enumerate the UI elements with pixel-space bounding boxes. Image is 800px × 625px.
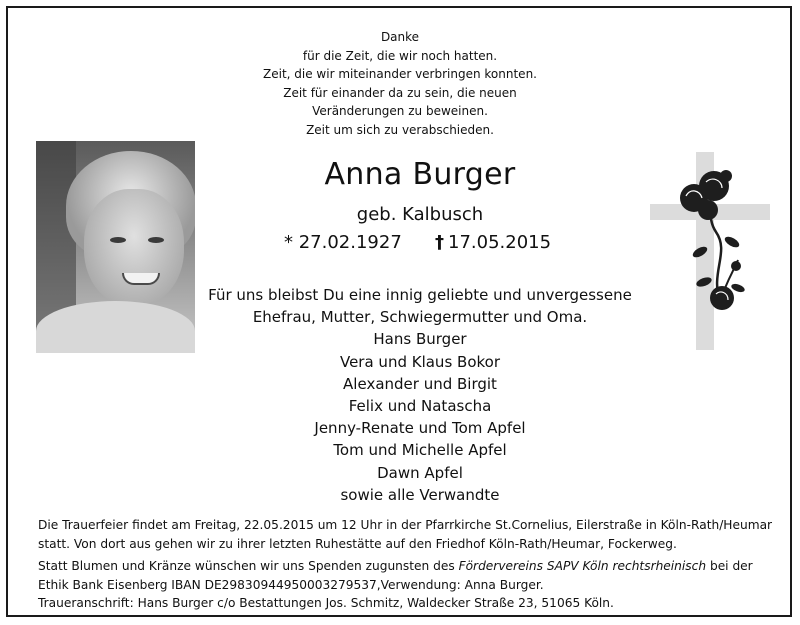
poem-line: Zeit für einander da zu sein, die neuen — [283, 85, 517, 100]
deceased-name: Anna Burger — [324, 157, 516, 192]
mourner-name: Alexander und Birgit — [343, 374, 497, 393]
poem-line: Zeit um sich zu verabschieden. — [306, 122, 494, 137]
message-line: Für uns bleibst Du eine innig geliebte und unvergessene — [208, 286, 632, 304]
ceremony-text: statt. Von dort aus gehen wir zu ihrer letzten Ruhestätte auf den Friedhof Köln-Rath/Heumar, Fockerweg. — [38, 536, 677, 551]
mourner-name: Jenny-Renate und Tom Apfel — [314, 419, 526, 438]
birth-date: * 27.02.1927 — [284, 232, 402, 253]
mourner-name: Hans Burger — [373, 330, 467, 349]
ceremony-text: Die Trauerfeier findet am Freitag, 22.05.2015 um 12 Uhr in der Pfarrkirche St.Cornelius, Eilerstraße in Köln-Rath/Heumar — [38, 518, 773, 532]
maiden-name: geb. Kalbusch — [356, 204, 484, 225]
poem — [0, 28, 800, 140]
message-line: Ehefrau, Mutter, Schwiegermutter und Oma. — [252, 308, 588, 327]
poem-line: Zeit, die wir miteinander verbringen konnten. — [263, 67, 537, 82]
poem-line: Veränderungen zu beweinen. — [312, 104, 488, 119]
death-date-group — [435, 231, 551, 255]
mourners-section — [0, 284, 800, 506]
mourner-name: Vera und Klaus Bokor — [339, 352, 500, 371]
poem-line: Danke — [380, 30, 420, 44]
bank-details: Ethik Bank Eisenberg IBAN DE29830944950003279537,Verwendung: Anna Burger. — [38, 577, 544, 592]
footer-info — [38, 516, 778, 613]
poem-line: für die Zeit, die wir noch hatten. — [302, 48, 498, 63]
mourner-name: Dawn Apfel — [377, 463, 463, 482]
mourner-name: Tom und Michelle Apfel — [333, 441, 507, 460]
mourning-address: Traueranschrift: Hans Burger c/o Bestattungen Jos. Schmitz, Waldecker Straße 23, 51065 Köln. — [38, 596, 614, 611]
donation-text: Statt Blumen und Kränze wünschen wir uns Spenden zugunsten des Fördervereins SAPV Köln rechtsrheinisch bei der — [38, 559, 753, 574]
mourner-name: Felix und Natascha — [348, 397, 492, 416]
death-date: 17.05.2015 — [448, 232, 552, 253]
mourner-name: sowie alle Verwandte — [340, 485, 500, 504]
death-cross-icon: † — [435, 232, 444, 253]
donation-recipient: Fördervereins SAPV Köln rechtsrheinisch — [458, 559, 707, 574]
